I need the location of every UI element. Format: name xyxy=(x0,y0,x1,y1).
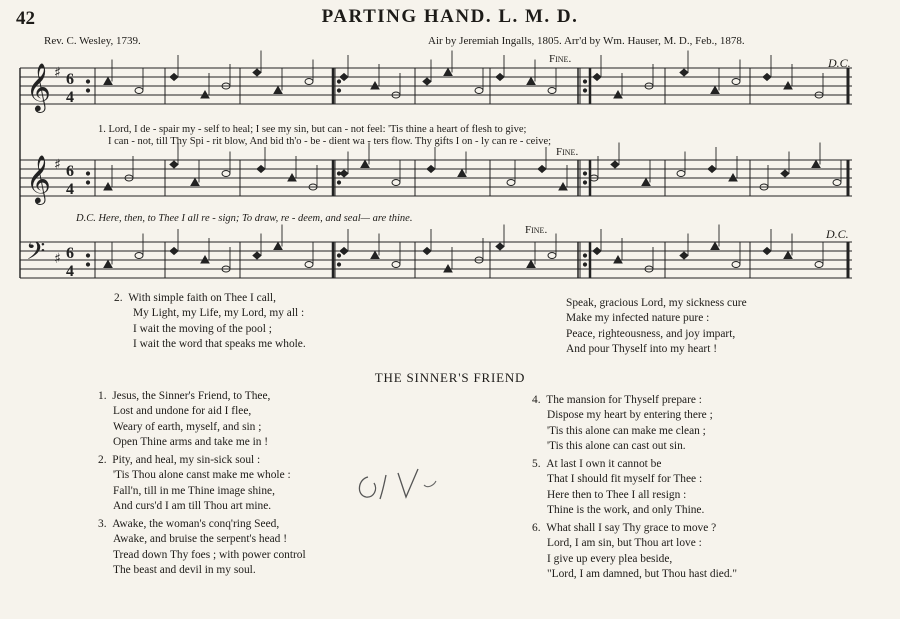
repeat-dot xyxy=(337,263,340,266)
note-head xyxy=(444,265,452,272)
note-head xyxy=(170,248,178,255)
verse-2: 2. Pity, and heal, my sin-sick soul : 'Tis Thou alone canst make me whole : Fall'n, till in me Thine image shine, And curs'd I am till Thou art mine. xyxy=(98,454,291,513)
note-head xyxy=(104,261,112,268)
note-head xyxy=(340,74,348,81)
note-head xyxy=(711,243,719,250)
note-head xyxy=(170,74,178,81)
verse-3: 3. Awake, the woman's conq'ring Seed, Awake, and bruise the serpent's head ! Tread down Thy foes ; with power control The beast and devil in my soul. xyxy=(98,518,306,577)
note-head xyxy=(253,69,261,76)
note-head xyxy=(361,161,369,168)
verse-4: 4. The mansion for Thyself prepare : Dispose my heart by entering there ; 'Tis this alone can make me clean ; 'Tis this alone can cast out sin. xyxy=(532,394,713,453)
dc-marker-2: D.C. xyxy=(826,227,849,241)
note-head xyxy=(680,69,688,76)
note-head xyxy=(340,170,348,177)
verse-6: 6. What shall I say Thy grace to move ? Lord, I am sin, but Thou art love : I give up every plea beside, "Lord, I am damned, but Thou hast died." xyxy=(532,522,738,581)
note-head xyxy=(135,88,143,94)
note-head xyxy=(833,180,841,186)
note-head xyxy=(201,91,209,98)
note-head xyxy=(104,183,112,190)
note-head xyxy=(392,180,400,186)
note-head xyxy=(423,248,431,255)
note-head xyxy=(104,78,112,85)
note-head xyxy=(496,74,504,81)
repeat-dot xyxy=(86,80,89,83)
repeat-dot xyxy=(583,172,586,175)
time-sig-bottom: 4 xyxy=(66,89,74,106)
note-head xyxy=(371,252,379,259)
note-head xyxy=(392,262,400,268)
note-head xyxy=(423,78,431,85)
note-head xyxy=(458,170,466,177)
repeat-dot xyxy=(337,254,340,257)
note-head xyxy=(815,262,823,268)
stanza-2-number: 2. xyxy=(114,292,123,304)
lyric-line-1: 1. Lord, I de - spair my - self to heal; I see my sin, but can - not feel: 'Tis thine a heart of flesh to give; xyxy=(98,124,527,135)
repeat-dot xyxy=(337,89,340,92)
note-head xyxy=(444,69,452,76)
note-head xyxy=(305,262,313,268)
sharp-icon: ♯ xyxy=(54,65,61,81)
note-head xyxy=(548,253,556,259)
time-sig-top: 6 xyxy=(66,163,74,180)
note-head xyxy=(201,256,209,263)
note-head xyxy=(677,171,685,177)
stanza-2-right: Speak, gracious Lord, my sickness cure Make my infected nature pure : Peace, righteousness, and joy impart, And pour Thyself into my heart ! xyxy=(566,297,747,356)
repeat-dot xyxy=(337,181,340,184)
note-head xyxy=(548,88,556,94)
note-head xyxy=(274,243,282,250)
fine-marker-2: Fine. xyxy=(556,146,579,158)
note-head xyxy=(538,166,546,173)
bass-clef-icon: 𝄢 xyxy=(26,237,46,272)
note-head xyxy=(305,79,313,85)
note-head xyxy=(253,252,261,259)
note-head xyxy=(784,82,792,89)
note-head xyxy=(527,261,535,268)
repeat-dot xyxy=(86,172,89,175)
text-author: Rev. C. Wesley, 1739. xyxy=(44,35,141,47)
treble-clef-icon: 𝄞 xyxy=(26,62,51,111)
repeat-dot xyxy=(583,181,586,184)
repeat-dot xyxy=(86,263,89,266)
note-head xyxy=(614,91,622,98)
note-head xyxy=(288,174,296,181)
note-head xyxy=(642,179,650,186)
repeat-dot xyxy=(583,80,586,83)
note-head xyxy=(781,170,789,177)
repeat-dot xyxy=(86,89,89,92)
note-head xyxy=(729,174,737,181)
note-head xyxy=(170,161,178,168)
music-score xyxy=(0,0,900,300)
note-head xyxy=(611,161,619,168)
handwritten-mark xyxy=(350,455,460,515)
note-head xyxy=(784,252,792,259)
lyric-line-3: D.C. Here, then, to Thee I all re - sign; To draw, re - deem, and seal— are thine. xyxy=(76,213,413,224)
hymn-title: PARTING HAND. L. M. D. xyxy=(321,6,579,27)
note-head xyxy=(763,74,771,81)
treble-clef-icon: 𝄞 xyxy=(26,154,51,203)
sharp-icon: ♯ xyxy=(54,157,61,173)
note-head xyxy=(222,171,230,177)
note-head xyxy=(191,179,199,186)
note-head xyxy=(135,253,143,259)
repeat-dot xyxy=(583,263,586,266)
note-head xyxy=(257,166,265,173)
verse-5: 5. At last I own it cannot be That I should fit myself for Thee : Here then to Thee I all resign : Thine is the work, and only Thine. xyxy=(532,458,705,517)
verse-1: 1. Jesus, the Sinner's Friend, to Thee, Lost and undone for aid I flee, Weary of earth, myself, and sin ; Open Thine arms and take me in ! xyxy=(98,390,271,449)
stanza-2-left: 2. With simple faith on Thee I call, My Light, my Life, my Lord, my all : I wait the moving of the pool ; I wait the word that speaks me whole. xyxy=(114,292,306,351)
note-head xyxy=(274,87,282,94)
note-head xyxy=(763,248,771,255)
note-head xyxy=(371,82,379,89)
repeat-dot xyxy=(583,89,586,92)
note-head xyxy=(732,262,740,268)
note-head xyxy=(507,180,515,186)
note-head xyxy=(812,161,820,168)
repeat-dot xyxy=(583,254,586,257)
composer-credit: Air by Jeremiah Ingalls, 1805. Arr'd by Wm. Hauser, M. D., Feb., 1878. xyxy=(428,35,745,47)
note-head xyxy=(711,87,719,94)
note-head xyxy=(496,243,504,250)
repeat-dot xyxy=(337,80,340,83)
fine-marker-1: Fine. xyxy=(549,53,572,65)
time-sig-top: 6 xyxy=(66,71,74,88)
note-head xyxy=(732,79,740,85)
note-head xyxy=(593,74,601,81)
note-head xyxy=(340,248,348,255)
section-subtitle: THE SINNER'S FRIEND xyxy=(374,370,526,385)
dc-marker-1: D.C. xyxy=(828,56,851,70)
fine-marker-3: Fine. xyxy=(525,224,548,236)
note-head xyxy=(708,166,716,173)
page-number: 42 xyxy=(16,8,35,29)
time-sig-bottom: 4 xyxy=(66,263,74,280)
sharp-icon: ♯ xyxy=(54,251,61,267)
repeat-dot xyxy=(86,254,89,257)
lyric-line-2: I can - not, till Thy Spi - rit blow, And bid th'o - be - dient wa - ters flow. Thy gifts I on - ly can re - ceive; xyxy=(108,136,552,147)
note-head xyxy=(614,256,622,263)
note-head xyxy=(427,166,435,173)
note-head xyxy=(593,248,601,255)
time-sig-bottom: 4 xyxy=(66,181,74,198)
repeat-dot xyxy=(86,181,89,184)
note-head xyxy=(527,78,535,85)
note-head xyxy=(475,88,483,94)
note-head xyxy=(559,183,567,190)
time-sig-top: 6 xyxy=(66,245,74,262)
note-head xyxy=(680,252,688,259)
